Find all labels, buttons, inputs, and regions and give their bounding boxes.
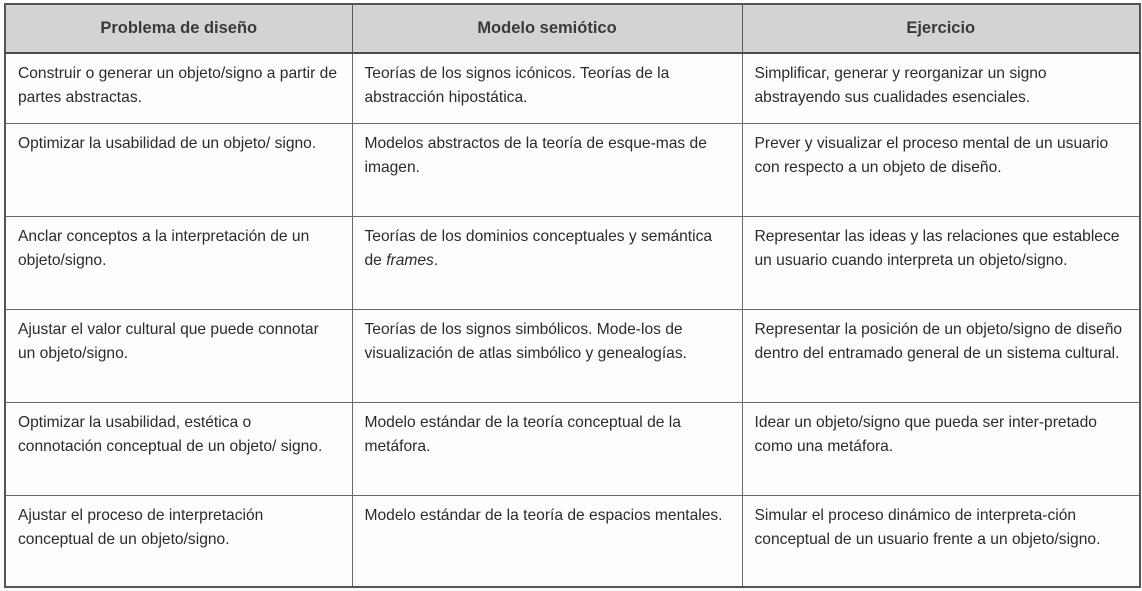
modelo-suffix: . bbox=[433, 251, 439, 269]
cell-modelo: Teorías de los signos icónicos. Teorías de la abstracción hipostática. bbox=[352, 53, 742, 123]
table-row bbox=[5, 309, 1140, 402]
header-ejercicio: Ejercicio bbox=[742, 4, 1140, 53]
cell-modelo: Modelo estándar de la teoría conceptual de la metáfora. bbox=[352, 402, 742, 495]
cell-ejercicio: Prever y visualizar el proceso mental de un usuario con respecto a un objeto de diseño. bbox=[742, 123, 1140, 216]
header-modelo: Modelo semiótico bbox=[352, 4, 742, 53]
cell-ejercicio: Simplificar, generar y reorganizar un signo abstrayendo sus cualidades esenciales. bbox=[742, 53, 1140, 123]
cell-problema: Ajustar el proceso de interpretación conceptual de un objeto/signo. bbox=[5, 495, 352, 587]
table-row bbox=[5, 402, 1140, 495]
design-problems-table bbox=[4, 3, 1141, 588]
cell-modelo bbox=[352, 216, 742, 309]
cell-modelo: Modelo estándar de la teoría de espacios mentales. bbox=[352, 495, 742, 587]
cell-problema: Construir o generar un objeto/signo a partir de partes abstractas. bbox=[5, 53, 352, 123]
cell-modelo: Teorías de los signos simbólicos. Mode-los de visualización de atlas simbólico y genealogías. bbox=[352, 309, 742, 402]
cell-problema: Optimizar la usabilidad, estética o connotación conceptual de un objeto/ signo. bbox=[5, 402, 352, 495]
table-row bbox=[5, 216, 1140, 309]
cell-ejercicio: Representar las ideas y las relaciones que establece un usuario cuando interpreta un objeto/signo. bbox=[742, 216, 1140, 309]
cell-ejercicio: Simular el proceso dinámico de interpreta-ción conceptual de un usuario frente a un objeto/signo. bbox=[742, 495, 1140, 587]
cell-ejercicio: Idear un objeto/signo que pueda ser inter-pretado como una metáfora. bbox=[742, 402, 1140, 495]
table-row bbox=[5, 53, 1140, 123]
table-row bbox=[5, 495, 1140, 587]
table-row bbox=[5, 123, 1140, 216]
modelo-text: Teorías de los dominios conceptuales y semántica de bbox=[364, 227, 713, 269]
cell-problema: Optimizar la usabilidad de un objeto/ signo. bbox=[5, 123, 352, 216]
cell-modelo: Modelos abstractos de la teoría de esque-mas de imagen. bbox=[352, 123, 742, 216]
cell-ejercicio: Representar la posición de un objeto/signo de diseño dentro del entramado general de un sistema cultural. bbox=[742, 309, 1140, 402]
cell-problema: Ajustar el valor cultural que puede connotar un objeto/signo. bbox=[5, 309, 352, 402]
modelo-italic-term: frames bbox=[386, 251, 434, 269]
cell-problema: Anclar conceptos a la interpretación de un objeto/signo. bbox=[5, 216, 352, 309]
table-header-row bbox=[5, 4, 1140, 53]
header-problema: Problema de diseño bbox=[5, 4, 352, 53]
